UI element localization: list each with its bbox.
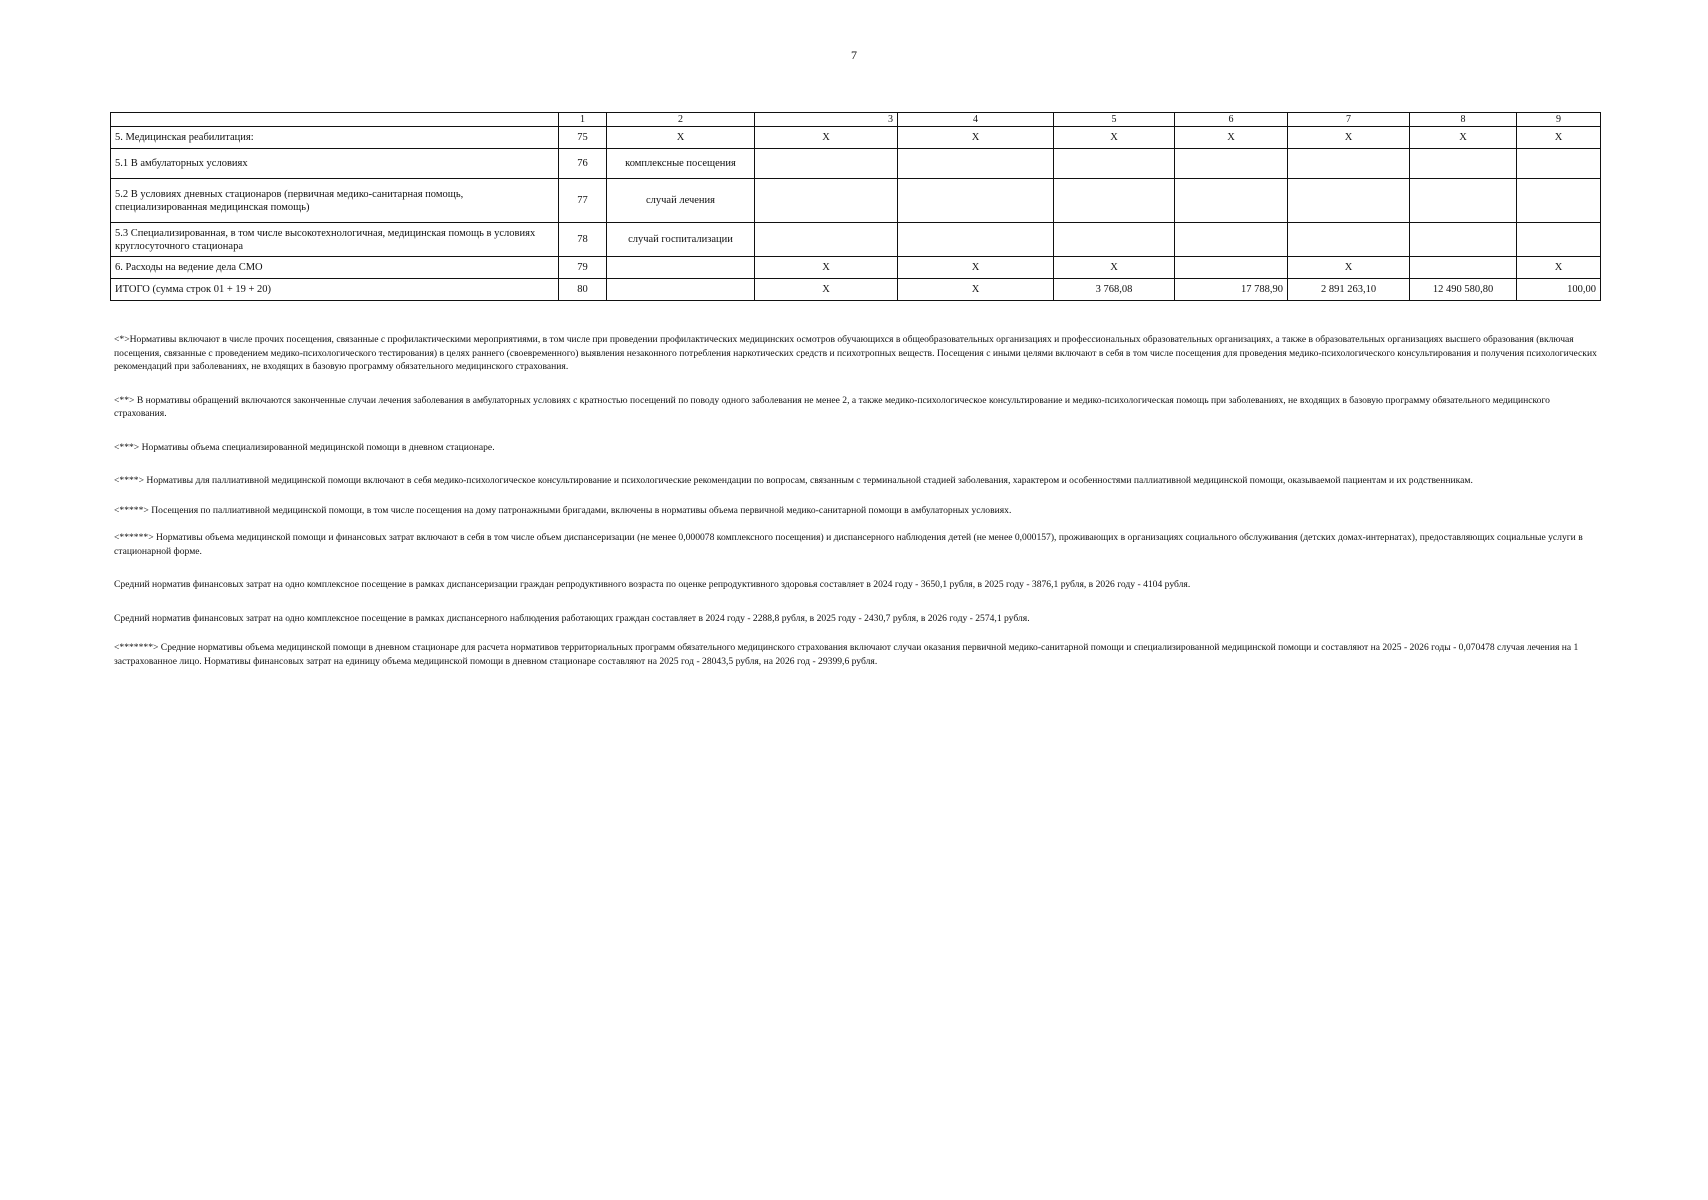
cell: Х: [1054, 127, 1175, 149]
cell: Х: [1410, 127, 1517, 149]
cell: [898, 223, 1054, 257]
footnote: <******> Нормативы объема медицинской помощи и финансовых затрат включают в себя в том числе объем диспансеризации (не менее 0,000078 комплексного посещения) и диспансерного наблюдения детей (не менее 0,000157), проживающих в организациях социального обслуживания (детских домах-интернатах), предоставляющих социальные услуги в стационарной форме.: [114, 532, 1583, 557]
cell: [1175, 179, 1288, 223]
footnote: Средний норматив финансовых затрат на одно комплексное посещение в рамках диспансеризации граждан репродуктивного возраста по оценке репродуктивного здоровья составляет в 2024 году - 3650,1 рубля, в 2025 году - 3876,1 рубля, в 2026 году - 4104 рубля.: [114, 579, 1191, 590]
cell: Х: [1517, 257, 1601, 279]
table-row: [111, 149, 1601, 179]
cell: Х: [755, 127, 898, 149]
column-number: 9: [1517, 113, 1601, 127]
cell: [1410, 149, 1517, 179]
cell: [1054, 223, 1175, 257]
cell: [1288, 179, 1410, 223]
table-row: [111, 127, 1601, 149]
footnote: <*>Нормативы включают в числе прочих посещения, связанные с профилактическими мероприятиями, в том числе при проведении профилактических медицинских осмотров обучающихся в общеобразовательных организациях и профессиональных образовательных организациях, а также в образовательных организациях высшего образования (включая посещения, связанные с проведением медико-психологического тестирования) в целях раннего (своевременного) выявления незаконного потребления наркотических средств и психотропных веществ. Посещения с иными целями включают в себя в том числе посещения для проведения медико-психологического консультирования и получения психологических рекомендаций при заболеваниях, не входящих в базовую программу обязательного медицинского страхования.: [114, 334, 1597, 372]
row-unit: Х: [607, 127, 755, 149]
footnote: <**> В нормативы обращений включаются законченные случаи лечения заболевания в амбулаторных условиях с кратностью посещений по поводу одного заболевания не менее 2, а также медико-психологическое консультирование и медико-психологическая помощь при заболеваниях, не входящих в базовую программу обязательного медицинского страхования.: [114, 394, 1550, 419]
row-code: 76: [559, 149, 607, 179]
column-number: 4: [898, 113, 1054, 127]
cell: [898, 179, 1054, 223]
cell: [1410, 179, 1517, 223]
cell: Х: [1288, 127, 1410, 149]
row-code: 77: [559, 179, 607, 223]
cell: 100,00: [1517, 279, 1601, 301]
footnote: <*******> Средние нормативы объема медицинской помощи в дневном стационаре для расчета нормативов территориальных программ обязательного медицинского страхования включают случаи оказания первичной медико-санитарной помощи и специализированной медицинской помощи и составляют на 2025 - 2026 годы - 0,070478 случая лечения на 1 застрахованное лицо. Нормативы финансовых затрат на единицу объема медицинской помощи в дневном стационаре составляют на 2025 год - 28043,5 рубля, на 2026 год - 29399,6 рубля.: [114, 642, 1579, 667]
cell: [1517, 149, 1601, 179]
column-number: 7: [1288, 113, 1410, 127]
cell: [1175, 257, 1288, 279]
cell: [1288, 149, 1410, 179]
page-number: 7: [851, 48, 857, 62]
cell: [1054, 149, 1175, 179]
row-label: 5.2 В условиях дневных стационаров (первичная медико-санитарная помощь, специализированная медицинская помощь): [111, 179, 559, 223]
cell: [1517, 179, 1601, 223]
footnote: <***> Нормативы объема специализированной медицинской помощи в дневном стационаре.: [114, 441, 495, 453]
cell: [1175, 223, 1288, 257]
cell: [755, 223, 898, 257]
row-code: 78: [559, 223, 607, 257]
cell: [1517, 223, 1601, 257]
row-unit: случай госпитализации: [607, 223, 755, 257]
cell: Х: [898, 279, 1054, 301]
cell: [1410, 257, 1517, 279]
footnote: Средний норматив финансовых затрат на одно комплексное посещение в рамках диспансерного наблюдения работающих граждан составляет в 2024 году - 2288,8 рубля, в 2025 году - 2430,7 рубля, в 2026 году - 2574,1 рубля.: [114, 612, 1030, 624]
table-row: [111, 179, 1601, 223]
row-label: 5.3 Специализированная, в том числе высокотехнологичная, медицинская помощь в условиях круглосуточного стационара: [111, 223, 559, 257]
cell: 3 768,08: [1054, 279, 1175, 301]
row-unit: [607, 257, 755, 279]
cell: Х: [1517, 127, 1601, 149]
cell: Х: [1175, 127, 1288, 149]
column-number: 3: [755, 113, 898, 127]
cell: Х: [898, 257, 1054, 279]
cell: [1054, 179, 1175, 223]
row-label: ИТОГО (сумма строк 01 + 19 + 20): [111, 279, 559, 301]
norms-table: [110, 112, 1601, 301]
row-unit: случай лечения: [607, 179, 755, 223]
cell: [755, 179, 898, 223]
row-label: 5.1 В амбулаторных условиях: [111, 149, 559, 179]
column-number: 1: [559, 113, 607, 127]
cell: [1288, 223, 1410, 257]
cell: [755, 149, 898, 179]
cell: Х: [755, 279, 898, 301]
cell: [898, 149, 1054, 179]
cell: Х: [1054, 257, 1175, 279]
footnote: <*****> Посещения по паллиативной медицинской помощи, в том числе посещения на дому патронажными бригадами, включены в нормативы объема первичной медико-санитарной помощи в амбулаторных условиях.: [114, 504, 1012, 516]
cell: 17 788,90: [1175, 279, 1288, 301]
row-code: 75: [559, 127, 607, 149]
footnotes: [114, 333, 1600, 668]
column-number: [111, 113, 559, 127]
cell: Х: [1288, 257, 1410, 279]
table-row-total: [111, 279, 1601, 301]
column-number: 6: [1175, 113, 1288, 127]
column-number: 8: [1410, 113, 1517, 127]
row-code: 79: [559, 257, 607, 279]
row-unit: [607, 279, 755, 301]
table-row: [111, 223, 1601, 257]
cell: Х: [755, 257, 898, 279]
column-number: 5: [1054, 113, 1175, 127]
footnote: <****> Нормативы для паллиативной медицинской помощи включают в себя медико-психологическое консультирование и психологические рекомендации по вопросам, связанным с терминальной стадией заболевания, характером и особенностями паллиативной медицинской помощи, оказываемой пациентам и их родственникам.: [114, 475, 1473, 486]
cell: [1175, 149, 1288, 179]
row-label: 6. Расходы на ведение дела СМО: [111, 257, 559, 279]
row-code: 80: [559, 279, 607, 301]
row-unit: комплексные посещения: [607, 149, 755, 179]
column-number: 2: [607, 113, 755, 127]
row-label: 5. Медицинская реабилитация:: [111, 127, 559, 149]
cell: Х: [898, 127, 1054, 149]
table-row: [111, 257, 1601, 279]
cell: 12 490 580,80: [1410, 279, 1517, 301]
column-number-row: [111, 113, 1601, 127]
cell: 2 891 263,10: [1288, 279, 1410, 301]
cell: [1410, 223, 1517, 257]
